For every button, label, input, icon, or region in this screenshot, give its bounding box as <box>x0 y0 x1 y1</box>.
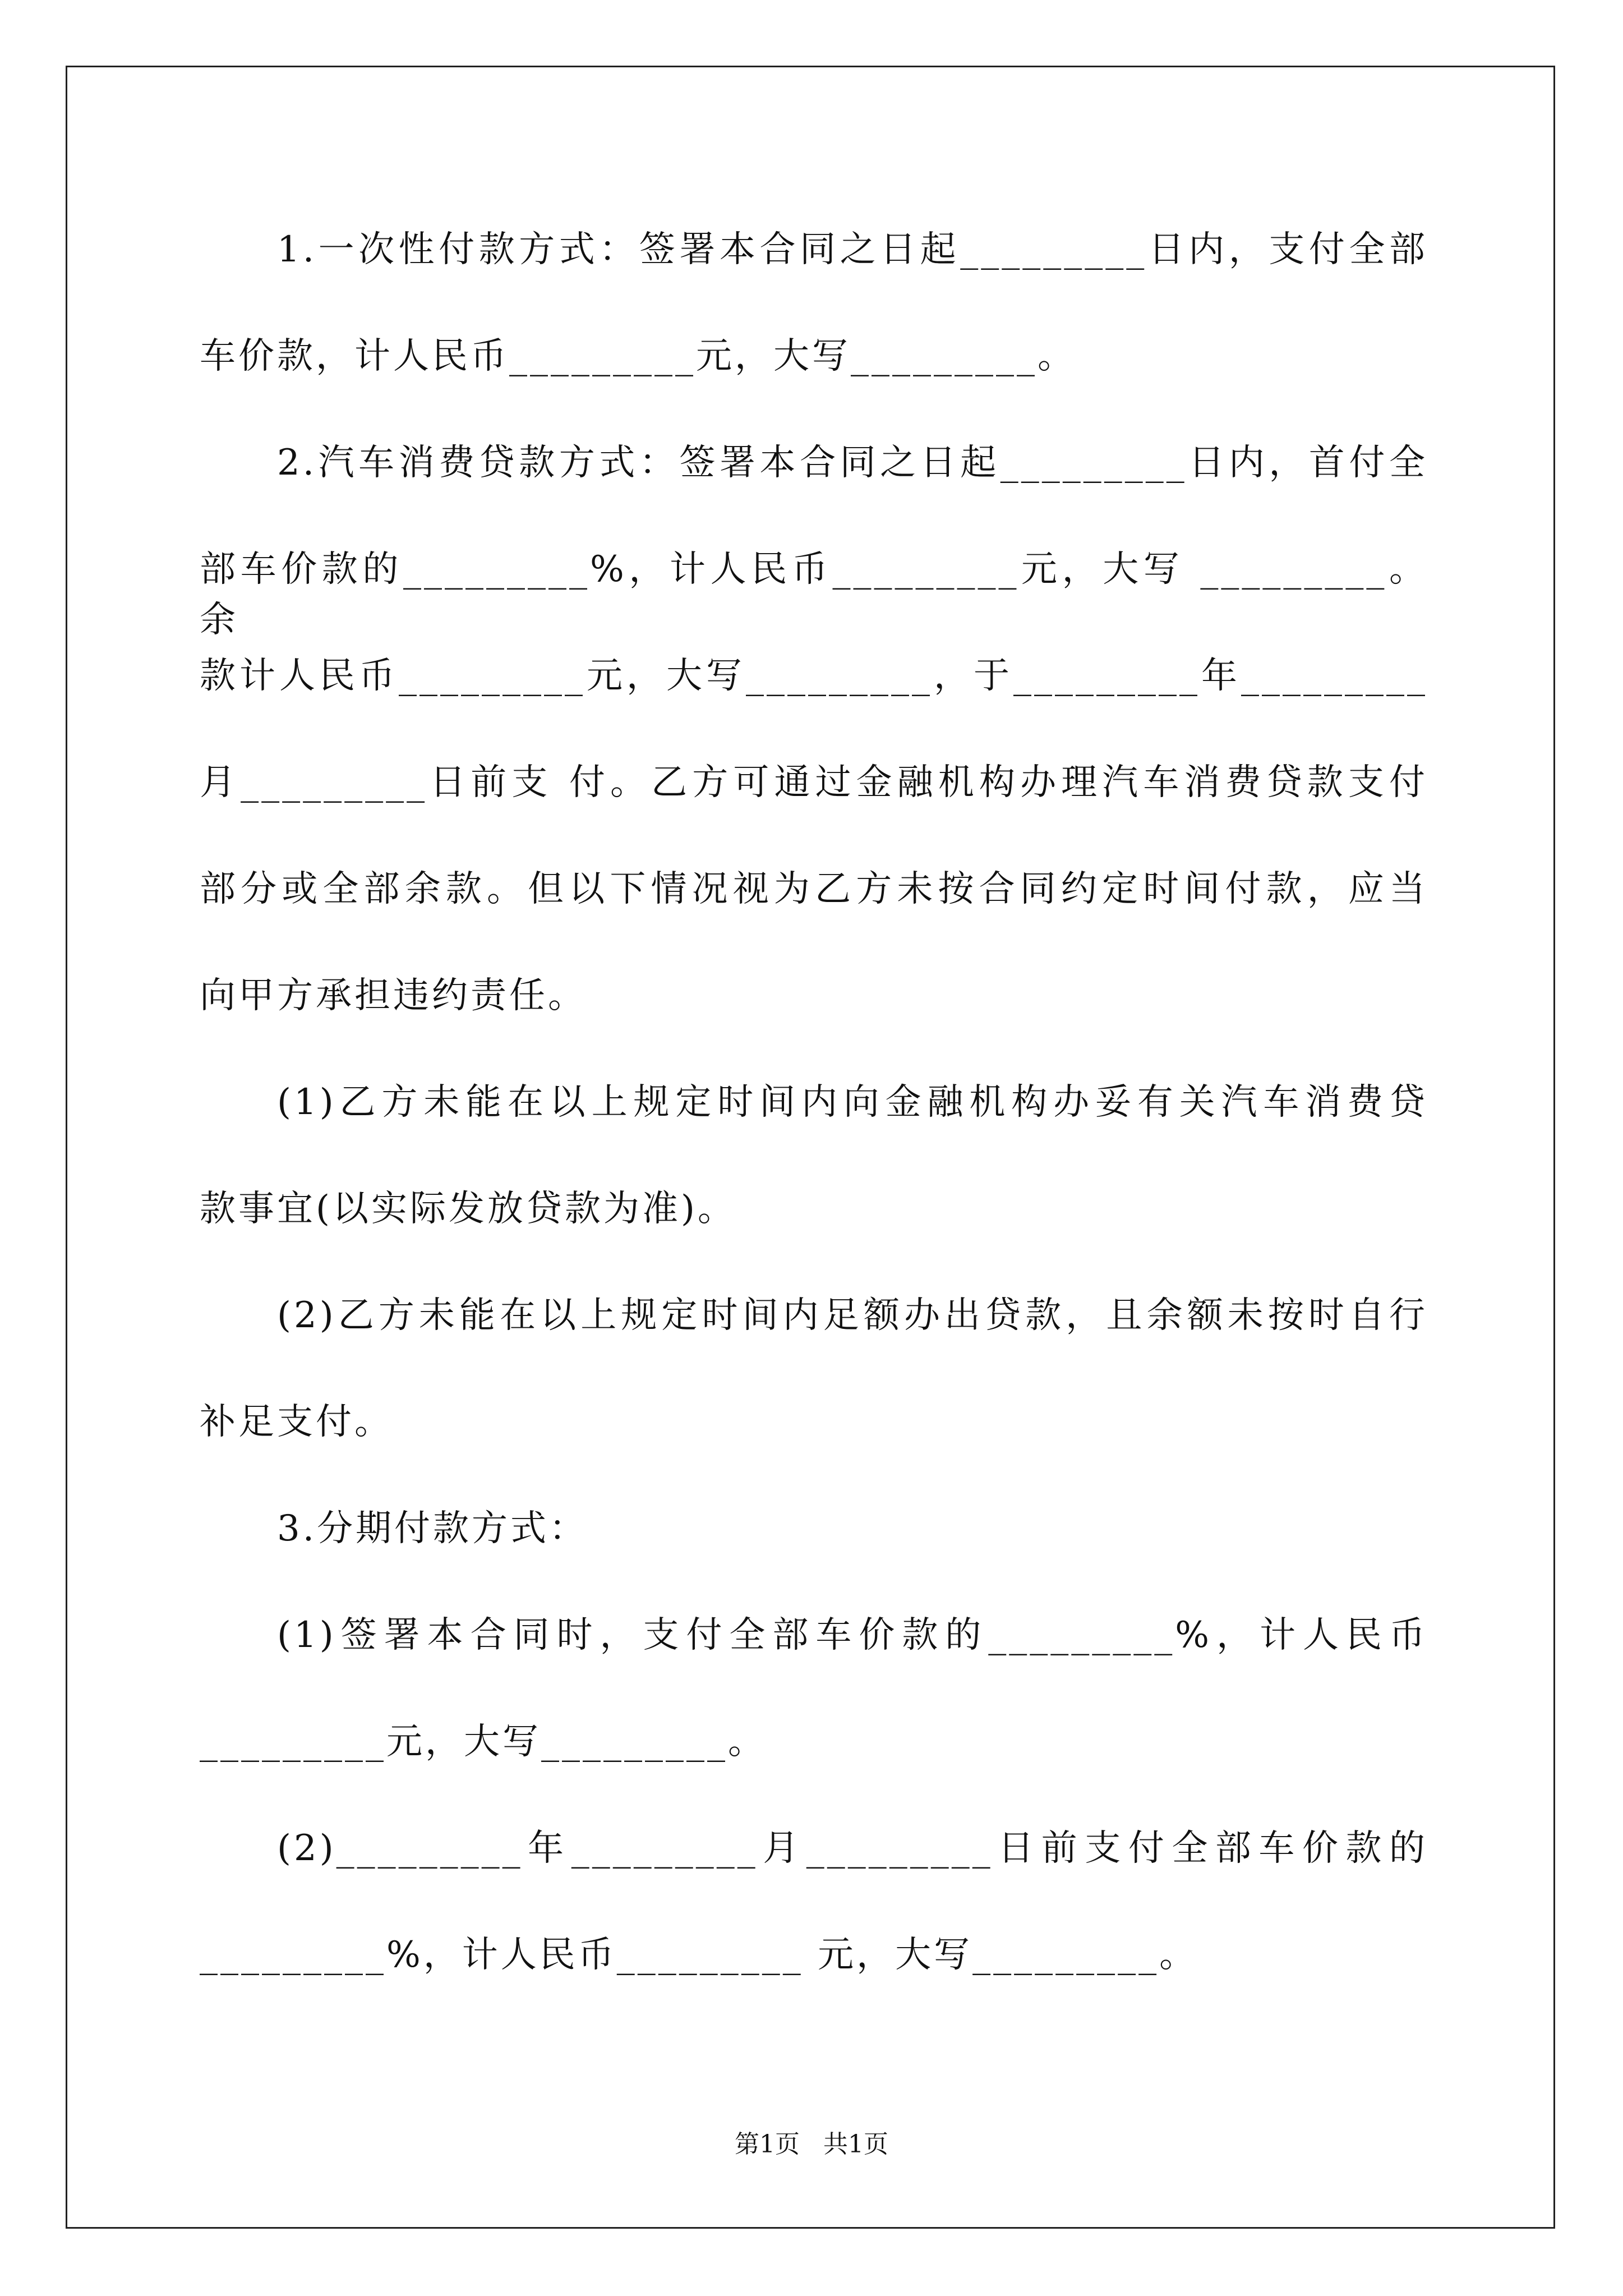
text-line: 向甲方承担违约责任。 <box>200 975 587 1016</box>
text-line: 款事宜(以实际发放贷款为准)。 <box>200 1188 736 1230</box>
text-line: 部车价款的_________%，计人民币_________元，大写 _________。余 <box>200 549 1428 641</box>
text-line: (2)_________年_________月_________日前支付全部车价款的 <box>277 1828 1428 1869</box>
page-number: 第1页 共1页 <box>735 2130 888 2159</box>
text-line: 2.汽车消费贷款方式：签署本合同之日起_________日内，首付全 <box>277 442 1428 484</box>
text-line: _________%，计人民币_________ 元，大写_________。 <box>200 1934 1198 1976</box>
text-line: 月_________日前支 付。乙方可通过金融机构办理汽车消费贷款支付 <box>200 762 1428 803</box>
text-line: (1)签署本合同时，支付全部车价款的_________%，计人民币 <box>277 1614 1428 1656</box>
page-frame <box>66 66 1555 2229</box>
text-line: 款计人民币_________元，大写_________，于_________年_________ <box>200 655 1428 697</box>
text-line: (1)乙方未能在以上规定时间内向金融机构办妥有关汽车消费贷 <box>277 1082 1428 1123</box>
text-line: 3.分期付款方式： <box>277 1508 588 1549</box>
text-line: 部分或全部余款。但以下情况视为乙方未按合同约定时间付款，应当 <box>200 868 1428 910</box>
text-line: 车价款，计人民币_________元，大写_________。 <box>200 335 1076 377</box>
text-line: (2)乙方未能在以上规定时间内足额办出贷款，且余额未按时自行 <box>277 1295 1428 1336</box>
text-line: 补足支付。 <box>200 1401 393 1443</box>
text-line: _________元，大写_________。 <box>200 1721 767 1763</box>
text-line: 1.一次性付款方式：签署本合同之日起_________日内，支付全部 <box>277 229 1428 270</box>
